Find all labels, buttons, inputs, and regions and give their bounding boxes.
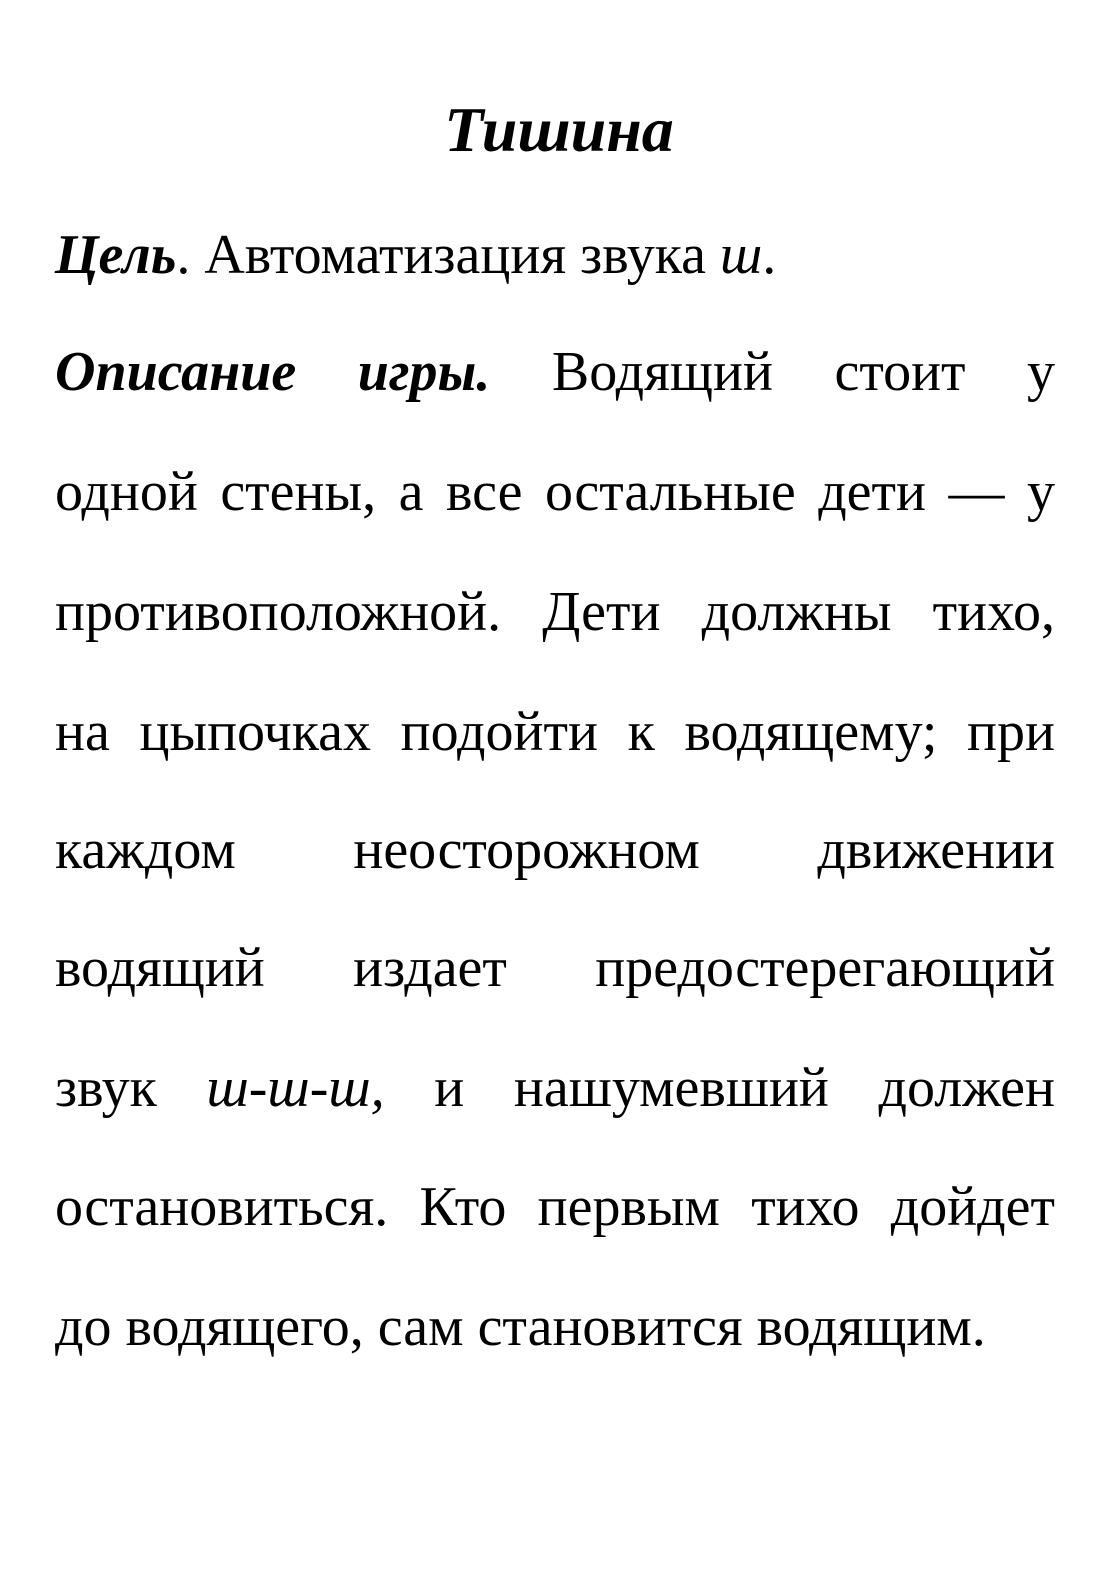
description-line-3: противоположной. Дети должны тихо, [55, 581, 1055, 643]
description-text-7a: звук [55, 1057, 157, 1119]
description-line-1 [55, 312, 1055, 432]
description-line-5: каждом неосторожном движении [55, 819, 1055, 881]
description-text-7b: и нашумевший должен [434, 1057, 1055, 1119]
goal-text: Автоматизация звука [204, 224, 720, 286]
page-title: Тишина [444, 94, 674, 165]
goal-sound: ш [719, 224, 763, 286]
description-line-9: до водящего, сам становится водящим. [55, 1296, 986, 1358]
description-line-8: остановиться. Кто первым тихо дойдет [55, 1176, 1055, 1238]
goal-label-punct: . [176, 224, 205, 286]
description-text-1: Водящий стоит у [551, 341, 1056, 403]
goal-line [55, 195, 1055, 315]
goal-label: Цель [55, 224, 177, 286]
description-line-6: водящий издает предостерегающий [55, 937, 1055, 999]
description-line-4: на цыпочках подойти к водящему; при [55, 701, 1055, 763]
description-line-2: одной стены, а все остальные дети — у [55, 461, 1055, 523]
description-sound: ш-ш-ш, [206, 1057, 385, 1119]
goal-end: . [762, 224, 777, 286]
description-line-7 [55, 1028, 1055, 1148]
description-label: Описание игры. [55, 341, 491, 403]
